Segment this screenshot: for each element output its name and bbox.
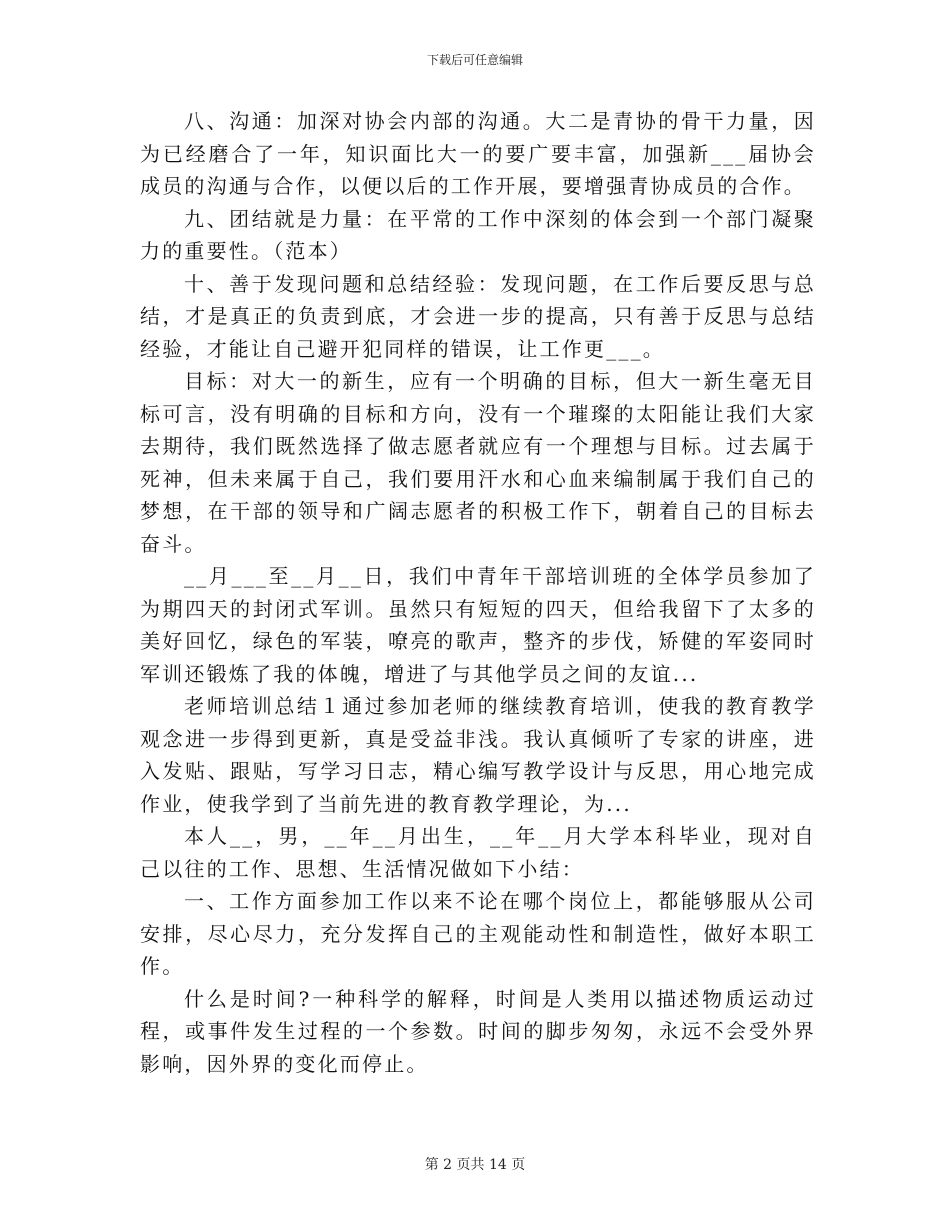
paragraph-military-training: __月___至__月__日，我们中青年干部培训班的全体学员参加了为期四天的封闭式军训。虽然只有短短的四天，但给我留下了太多的美好回忆，绿色的军装，嘹亮的歌声，整齐的步伐，矫健的军姿同时军训还锻炼了我的体魄，增进了与其他学员之间的友谊... bbox=[140, 564, 816, 686]
page-header: 下载后可任意编辑 bbox=[426, 53, 523, 67]
paragraph-time: 什么是时间?一种科学的解释，时间是人类用以描述物质运动过程，或事件发生过程的一个参数。时间的脚步匆匆，永远不会受外界影响，因外界的变化而停止。 bbox=[140, 986, 816, 1076]
paragraph-communication: 八、沟通：加深对协会内部的沟通。大二是青协的骨干力量，因为已经磨合了一年，知识面比大一的要广要丰富，加强新___届协会成员的沟通与合作，以便以后的工作开展，要增强青协成员的合作。 bbox=[140, 109, 816, 198]
paragraph-unity: 九、团结就是力量：在平常的工作中深刻的体会到一个部门凝聚力的重要性。（范本） bbox=[140, 206, 816, 263]
paragraph-find-problems: 十、善于发现问题和总结经验：发现问题，在工作后要反思与总结，才是真正的负责到底，才会进一步的提高，只有善于反思与总结经验，才能让自己避开犯同样的错误，让工作更___。 bbox=[140, 271, 816, 361]
paragraph-goal: 目标：对大一的新生，应有一个明确的目标，但大一新生毫无目标可言，没有明确的目标和方向，没有一个璀璨的太阳能让我们大家去期待，我们既然选择了做志愿者就应有一个理想与目标。过去属于死神，但未来属于自己，我们要用汗水和心血来编制属于我们自己的梦想，在干部的领导和广阔志愿者的积极工作下，朝着自己的目标去奋斗。 bbox=[140, 369, 816, 556]
page-number: 第 2 页共 14 页 bbox=[424, 1157, 526, 1173]
paragraph-work-aspect: 一、工作方面参加工作以来不论在哪个岗位上，都能够服从公司安排，尽心尽力，充分发挥自己的主观能动性和制造性，做好本职工作。 bbox=[140, 889, 816, 978]
paragraph-teacher-training: 老师培训总结１通过参加老师的继续教育培训，使我的教育教学观念进一步得到更新，真是受益非浅。我认真倾听了专家的讲座，进入发贴、跟贴，写学习日志，精心编写教学设计与反思，用心地完成作业，使我学到了当前先进的教育教学理论，为... bbox=[140, 694, 816, 816]
document-body bbox=[140, 105, 816, 1080]
paragraph-self-summary: 本人__，男，__年__月出生，__年__月大学本科毕业，现对自己以往的工作、思想、生活情况做如下小结： bbox=[140, 824, 816, 881]
